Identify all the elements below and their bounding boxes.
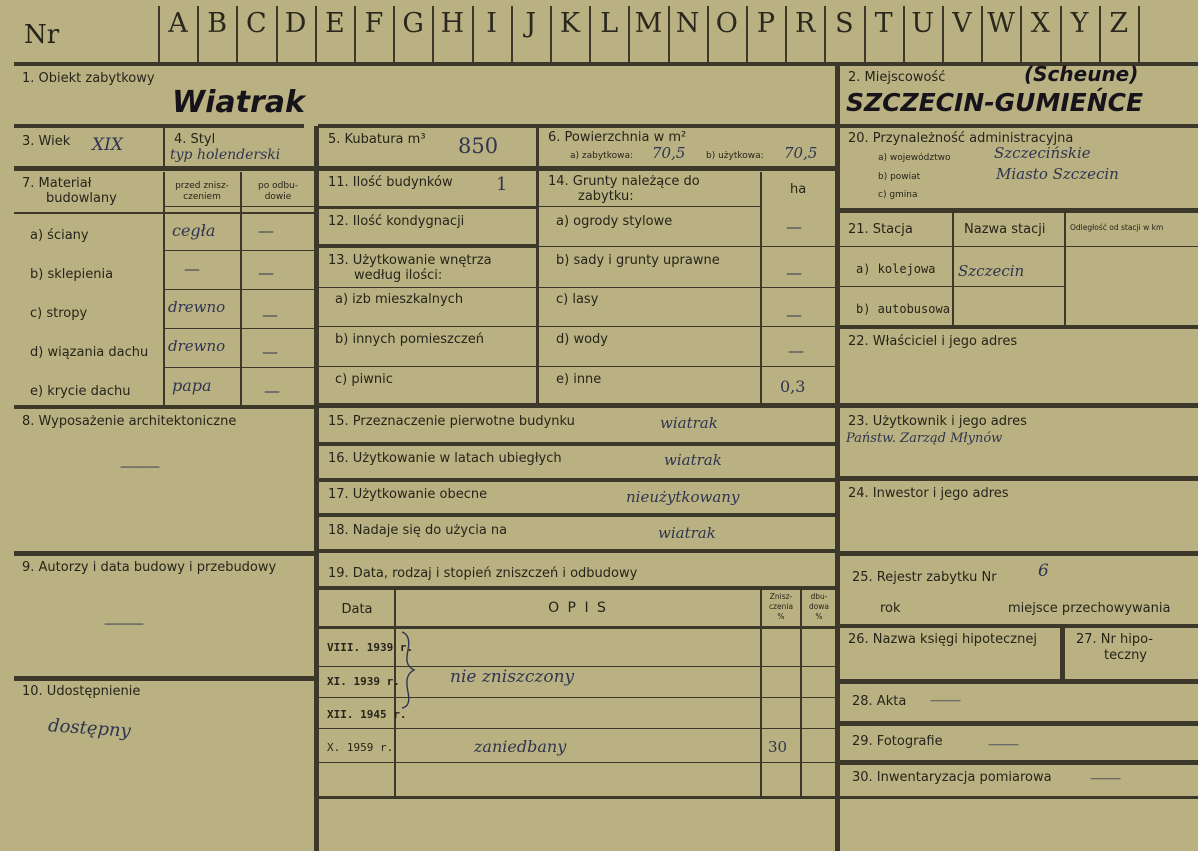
f13-label-1: 13. Użytkowanie wnętrza	[328, 253, 492, 268]
f27-label-2: teczny	[1104, 648, 1147, 663]
index-letter-s: S	[835, 8, 854, 39]
f14-label-2: zabytku:	[578, 189, 634, 204]
f19-col-date: Data	[341, 602, 373, 617]
f19-row-date: XII. 1945 r.	[327, 708, 407, 721]
f19-row-dest: 30	[768, 738, 788, 756]
f1-value: Wiatrak	[172, 85, 305, 120]
index-letter-u: U	[911, 8, 935, 39]
f19-row-date: VIII. 1939 r.	[327, 641, 414, 654]
brace-icon	[398, 630, 418, 710]
f7-col-before-2: czeniem	[183, 192, 221, 202]
f19-col-rec-2: dowa	[808, 602, 830, 611]
index-letter-r: R	[795, 8, 816, 39]
f3-label: 3. Wiek	[22, 134, 71, 149]
f20-c-label: c) gmina	[878, 190, 918, 200]
f14-row-value: 0,3	[780, 377, 806, 396]
f19-col-dest-1: Znisz-	[769, 592, 793, 601]
f14-row-value: —	[786, 263, 802, 282]
f19-col-desc: O P I S	[548, 600, 608, 616]
f7-row-after: —	[262, 305, 278, 324]
f14-unit: ha	[790, 182, 807, 197]
f25-label: 25. Rejestr zabytku Nr	[852, 570, 997, 585]
f7-row-label: b) sklepienia	[30, 267, 114, 282]
index-letter-a: A	[168, 8, 188, 39]
f25-rok: rok	[880, 601, 901, 616]
f7-row-before: drewno	[168, 337, 226, 355]
f16-value: wiatrak	[664, 451, 722, 469]
f21-a-value: Szczecin	[958, 262, 1025, 280]
index-letter-m: M	[634, 8, 663, 39]
index-letter-e: E	[324, 8, 345, 39]
f23-value: Państw. Zarząd Młynów	[846, 431, 1003, 446]
f15-label: 15. Przeznaczenie pierwotne budynku	[328, 414, 575, 429]
index-letter-z: Z	[1109, 8, 1129, 39]
f27-label-1: 27. Nr hipo-	[1076, 632, 1153, 647]
letter-divider	[1138, 6, 1140, 62]
f19-row-date: XI. 1939 r.	[327, 675, 400, 688]
f19-col-dest-2: czenia	[768, 602, 794, 611]
f13-b: b) innych pomieszczeń	[335, 332, 485, 347]
f2-note: (Scheune)	[1024, 62, 1139, 86]
f14-row-label: b) sady i grunty uprawne	[556, 253, 720, 268]
f6-label: 6. Powierzchnia w m²	[548, 130, 687, 145]
f7-row-label: d) wiązania dachu	[30, 345, 149, 360]
f13-a: a) izb mieszkalnych	[335, 292, 464, 307]
f7-row-before: cegła	[172, 221, 216, 240]
f6-a-label: a) zabytkowa:	[570, 151, 633, 161]
f1-label: 1. Obiekt zabytkowy	[22, 71, 155, 86]
f14-label-1: 14. Grunty należące do	[548, 174, 700, 189]
f17-label: 17. Użytkowanie obecne	[328, 487, 488, 502]
f29-label: 29. Fotografie	[852, 734, 943, 749]
index-letter-w: W	[987, 8, 1016, 39]
divider-right	[835, 62, 840, 851]
header-rule	[14, 62, 1198, 66]
f7-row-label: a) ściany	[30, 228, 89, 243]
nr-label: Nr	[24, 20, 60, 50]
f28-value: ———	[930, 694, 960, 707]
f2-label: 2. Miejscowość	[848, 70, 946, 85]
f20-b-value: Miasto Szczecin	[996, 165, 1119, 183]
f20-label: 20. Przynależność administracyjna	[848, 131, 1074, 146]
f19-label: 19. Data, rodzaj i stopień zniszczeń i odbudowy	[328, 566, 638, 581]
f12-label: 12. Ilość kondygnacji	[328, 214, 465, 229]
f14-row-label: e) inne	[556, 372, 602, 387]
index-letter-i: I	[486, 8, 497, 39]
f21-label: 21. Stacja	[848, 222, 913, 237]
index-letter-c: C	[246, 8, 267, 39]
f5-value: 850	[458, 134, 499, 158]
f7-row-after: —	[262, 342, 278, 361]
divider-wiek	[163, 126, 165, 166]
f7-label-2: budowlany	[46, 191, 117, 206]
f2-value: SZCZECIN-GUMIEŃCE	[846, 88, 1144, 117]
index-letter-h: H	[440, 8, 465, 39]
f7-row-before: —	[184, 259, 200, 278]
f19-row-desc: zaniedbany	[474, 737, 567, 756]
f7-label-1: 7. Materiał	[22, 176, 92, 191]
f4-value: typ holenderski	[170, 147, 281, 163]
index-letter-y: Y	[1070, 8, 1089, 39]
f7-row-before: papa	[172, 376, 212, 395]
f26-label: 26. Nazwa księgi hipotecznej	[848, 632, 1037, 647]
index-letter-d: D	[284, 8, 307, 39]
f24-label: 24. Inwestor i jego adres	[848, 486, 1009, 501]
index-letter-g: G	[402, 8, 424, 39]
f15-value: wiatrak	[660, 414, 718, 432]
f4-label: 4. Styl	[174, 132, 216, 147]
f9-label: 9. Autorzy i data budowy i przebudowy	[22, 560, 277, 575]
f10-value: dostępny	[47, 715, 132, 742]
f8-label: 8. Wyposażenie architektoniczne	[22, 414, 237, 429]
f10-label: 10. Udostępnienie	[22, 684, 141, 699]
f20-b-label: b) powiat	[878, 172, 921, 182]
f5-label: 5. Kubatura m³	[328, 132, 426, 147]
index-letter-p: P	[756, 8, 776, 39]
f14-row-label: d) wody	[556, 332, 608, 347]
f21-col-name: Nazwa stacji	[964, 222, 1046, 237]
f29-value: ———	[988, 738, 1018, 751]
f6-a-value: 70,5	[652, 144, 686, 162]
index-letter-l: L	[600, 8, 619, 39]
f14-row-value: —	[786, 305, 802, 324]
f18-value: wiatrak	[658, 524, 716, 542]
index-letter-k: K	[559, 8, 581, 39]
f9-value: ———	[104, 616, 143, 632]
f3-value: XIX	[92, 135, 123, 155]
f18-label: 18. Nadaje się do użycia na	[328, 523, 508, 538]
index-letter-j: J	[525, 8, 537, 39]
f20-a-value: Szczecińskie	[994, 144, 1091, 162]
index-letter-t: T	[874, 8, 893, 39]
index-letter-n: N	[675, 8, 700, 39]
f7-row-label: c) stropy	[30, 306, 88, 321]
f30-value: ———	[1090, 772, 1120, 785]
index-letter-x: X	[1030, 8, 1050, 39]
f21-a: a) kolejowa	[856, 262, 936, 276]
f8-value: ———	[120, 459, 159, 475]
f19-col-dest-3: %	[777, 612, 785, 621]
f21-col-distance: Odległość od stacji w km	[1070, 223, 1164, 232]
f28-label: 28. Akta	[852, 694, 907, 709]
f7-row-after: —	[258, 221, 274, 240]
f19-col-rec-3: %	[815, 612, 823, 621]
index-letter-o: O	[715, 8, 738, 39]
f7-col-after-1: po odbu-	[258, 181, 298, 191]
alphabet-index	[0, 0, 1198, 60]
f7-row-label: e) krycie dachu	[30, 384, 131, 399]
f13-label-2: według ilości:	[354, 268, 443, 283]
f19-col-rec-1: dbu-	[810, 592, 828, 601]
f14-row-value: —	[786, 217, 802, 236]
f14-row-label: a) ogrody stylowe	[556, 214, 673, 229]
index-letter-b: B	[207, 8, 228, 39]
f7-col-before-1: przed znisz-	[175, 181, 229, 191]
f7-row-before: drewno	[168, 298, 226, 316]
f14-row-value: —	[788, 341, 804, 360]
f7-row-after: —	[258, 263, 274, 282]
f17-value: nieużytkowany	[626, 488, 740, 506]
f25-miejsce: miejsce przechowywania	[1008, 601, 1171, 616]
f6-b-value: 70,5	[784, 144, 818, 162]
f25-value: 6	[1038, 561, 1049, 581]
f30-label: 30. Inwentaryzacja pomiarowa	[852, 770, 1052, 785]
f11-value: 1	[496, 174, 508, 195]
f6-b-label: b) użytkowa:	[706, 151, 764, 161]
divider-left	[314, 126, 319, 851]
f7-row-after: —	[264, 381, 280, 400]
f23-label: 23. Użytkownik i jego adres	[848, 414, 1027, 429]
f22-label: 22. Właściciel i jego adres	[848, 334, 1018, 349]
f21-b: b) autobusowa	[856, 302, 950, 316]
f19-row-desc: nie zniszczony	[450, 667, 575, 687]
f16-label: 16. Użytkowanie w latach ubiegłych	[328, 451, 562, 466]
f19-row-date: X. 1959 r.	[327, 741, 394, 754]
f13-c: c) piwnic	[335, 372, 393, 387]
f11-label: 11. Ilość budynków	[328, 175, 453, 190]
f14-row-label: c) lasy	[556, 292, 599, 307]
index-letter-v: V	[952, 8, 972, 39]
index-letter-f: F	[364, 8, 384, 39]
f7-col-after-2: dowie	[264, 192, 292, 202]
f20-a-label: a) województwo	[878, 153, 951, 163]
